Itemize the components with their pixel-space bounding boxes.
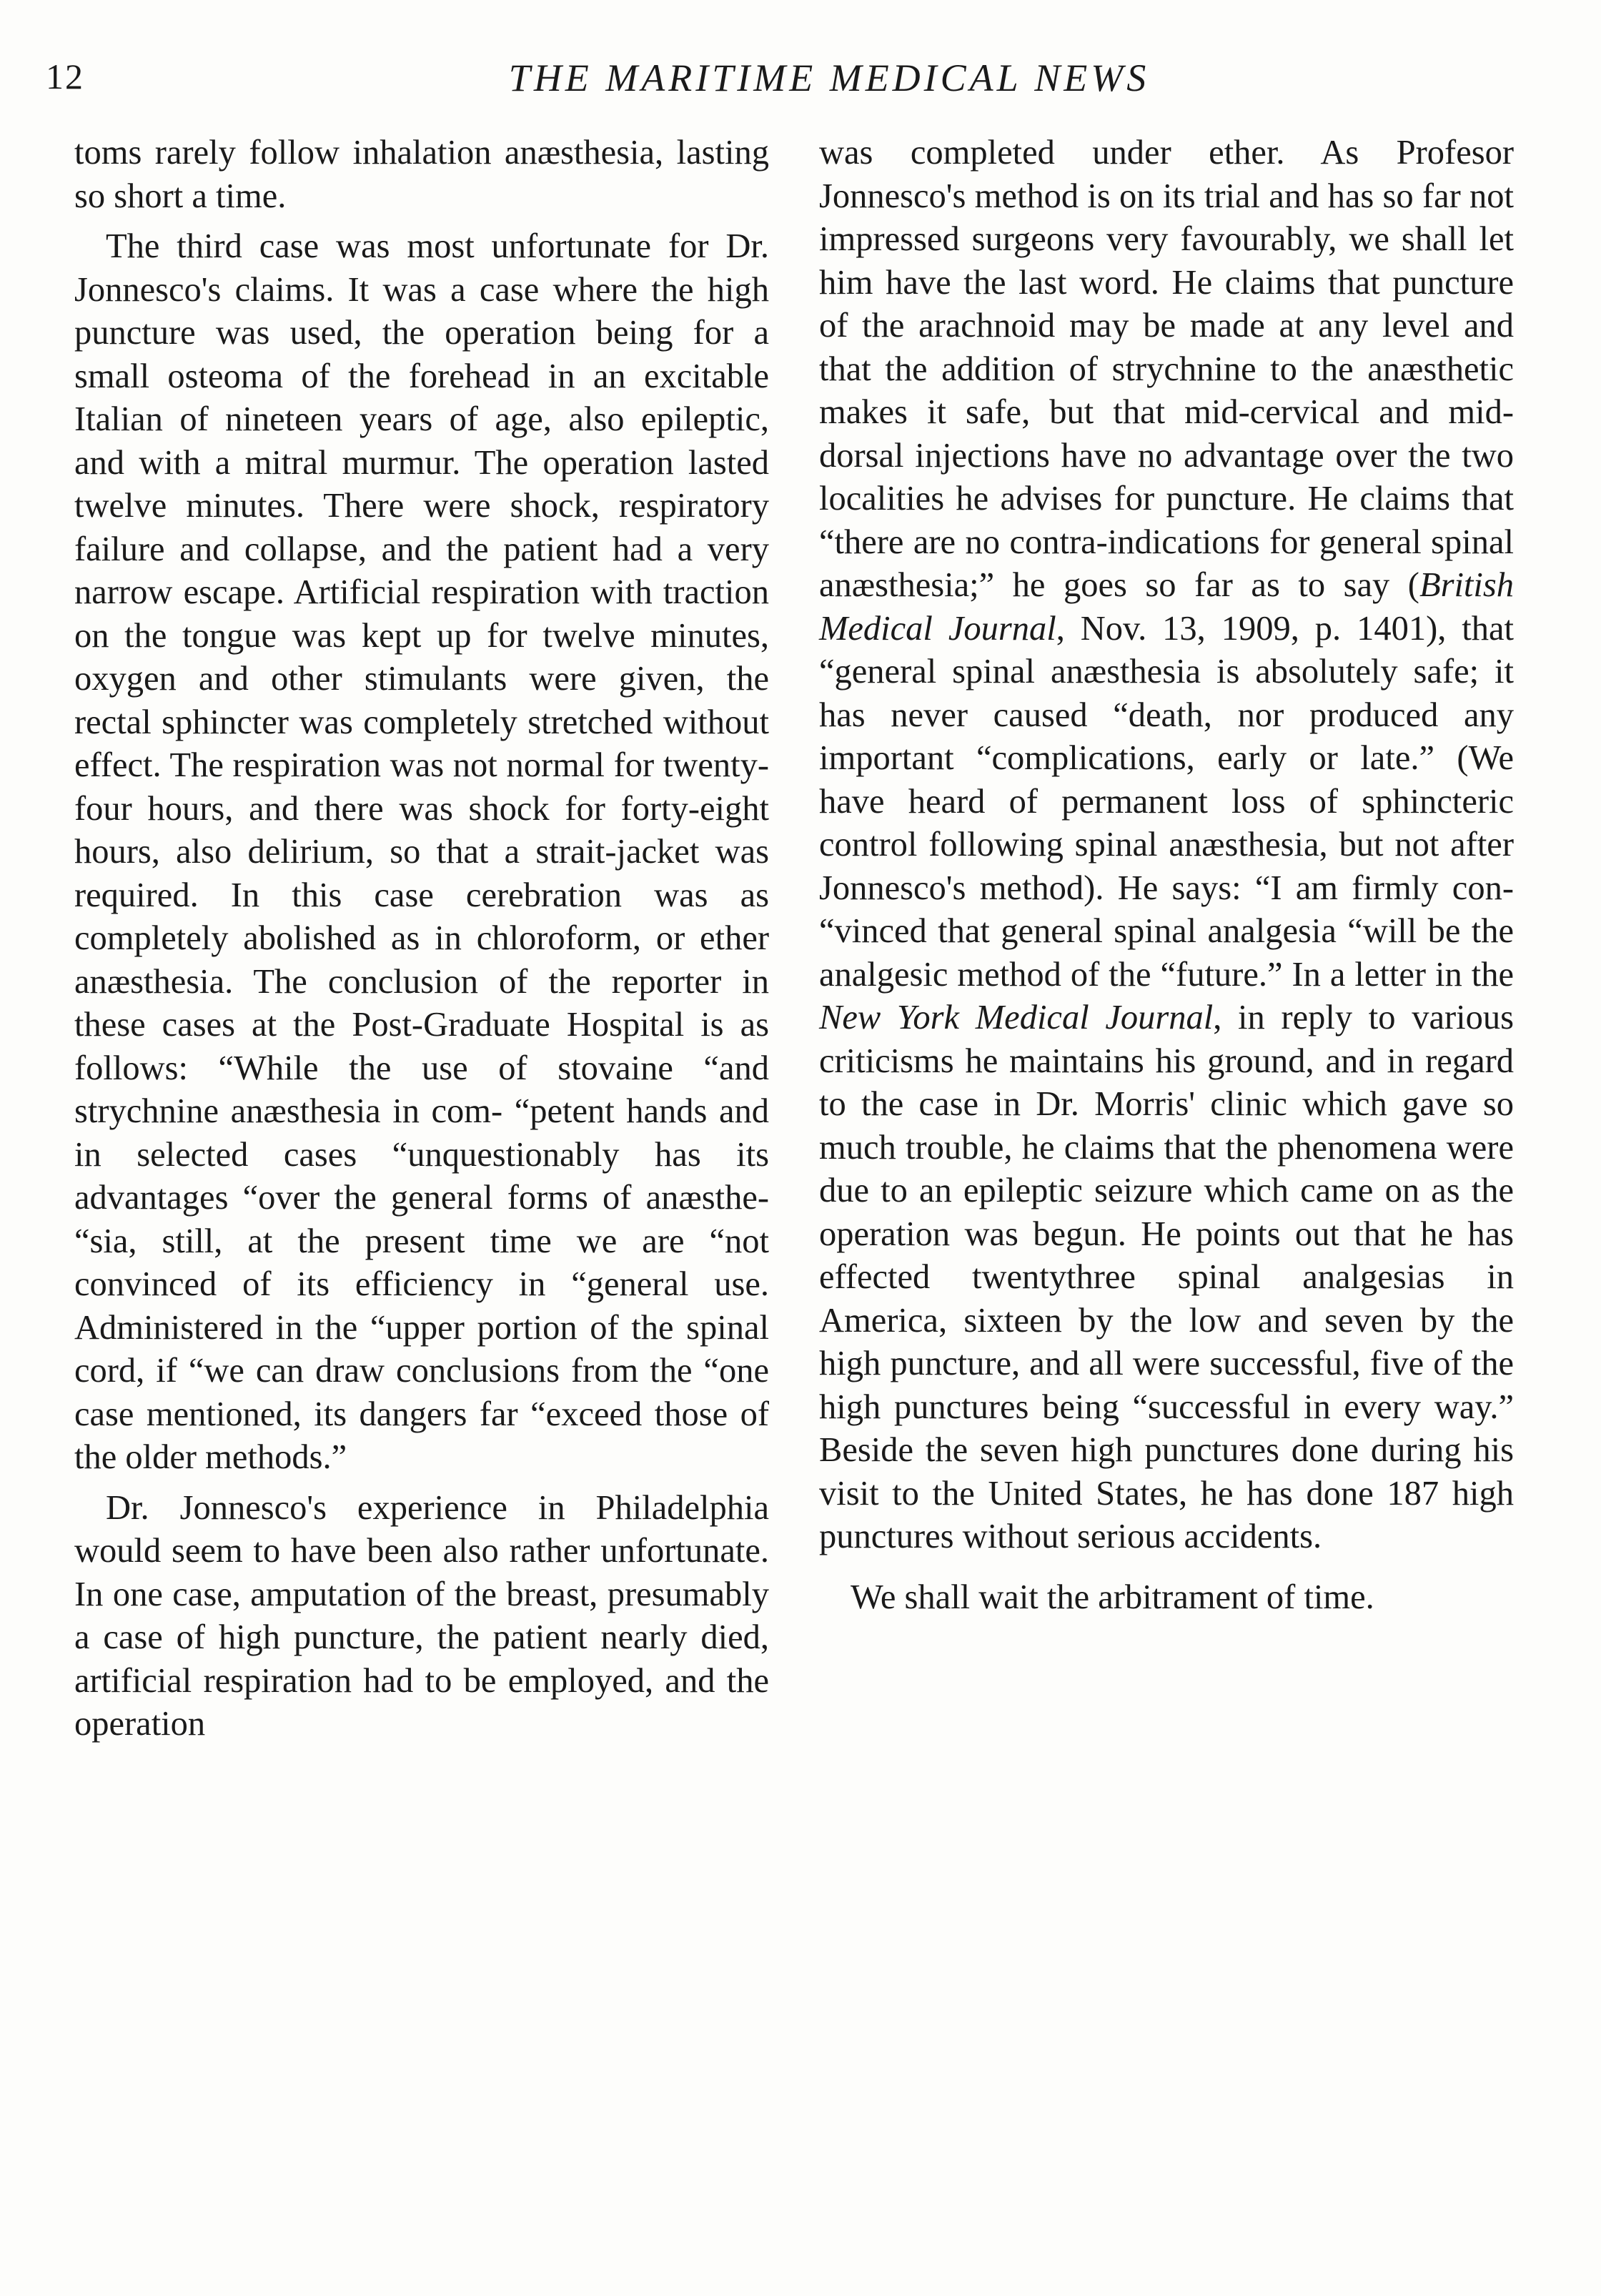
page-number: 12 bbox=[46, 56, 84, 97]
left-paragraph-3: Dr. Jonnesco's experience in Philadelphia would seem to have been also rather unfortunate. In one case, amputation of the breast, presumably a case of high puncture, the patient nearly died, artificial respiration had to be employed, and the operation bbox=[74, 1488, 769, 1743]
right-paragraph-2: We shall wait the arbitrament of time. bbox=[851, 1578, 1374, 1616]
right-paragraph-1-part-c: , in reply to various criticisms he maintains his ground, and in regard to the case in Dr. Morris' clinic which gave so much trouble, he claims that the phenomena were due to an epileptic seizure which came on as the operation was begun. He points out that he has effected twentythree spinal analgesias in America, sixteen by the low and seven by the high puncture, and all were successful, five of the high punctures being “successful in every way.” Beside the seven high punctures done during his visit to the United States, he has done 187 high punctures without serious accidents. bbox=[819, 999, 1514, 1555]
left-paragraph-2: The third case was most unfortunate for Dr. Jonnesco's claims. It was a case where the high puncture was used, the operation being for a small osteoma of the forehead in an excitable Italian of nineteen years of age, also epileptic, and with a mitral murmur. The operation lasted twelve minutes. There were shock, respiratory failure and collapse, and the patient had a very narrow escape. Artificial respiration with traction on the tongue was kept up for twelve minutes, oxygen and other stimulants were given, the rectal sphincter was completely stretched without effect. The respiration was not normal for twenty-four hours, and there was shock for forty-eight hours, also delirium, so that a strait-jacket was required. In this case cerebration was as completely abolished as in chloroform, or ether anæsthesia. The conclusion of the reporter in these cases at the Post-Graduate Hospital is as follows: “While the use of stovaine “and strychnine anæsthesia in com- “petent hands and in selected cases “unquestionably has its advantages “over the general forms of anæsthe- “sia, still, at the present time we are “not convinced of its efficiency in “general use. Administered in the “upper portion of the spinal cord, if “we can draw conclusions from the “one case mentioned, its dangers far “exceed those of the older methods.” bbox=[74, 227, 769, 1476]
left-column bbox=[74, 132, 769, 1753]
journal-citation-nymj: New York Medical Journal bbox=[819, 999, 1214, 1036]
right-paragraph-1 bbox=[819, 132, 1514, 1559]
right-column bbox=[819, 132, 1514, 1626]
right-paragraph-1-part-a: was completed under ether. As Profesor Jonnesco's method is on its trial and has so far not impressed surgeons very favourably, we shall let him have the last word. He claims that puncture of the arachnoid may be made at any level and that the addition of strychnine to the anæsthetic makes it safe, but that mid-cervical and mid-dorsal injections have no advantage over the two localities he advises for puncture. He claims that “there are no contra-indications for general spinal anæsthesia;” he goes so far as to say ( bbox=[819, 134, 1514, 604]
journal-title: THE MARITIME MEDICAL NEWS bbox=[508, 56, 1150, 99]
left-paragraph-1: toms rarely follow inhalation anæsthesia, lasting so short a time. bbox=[74, 134, 769, 215]
right-paragraph-1-part-b: , Nov. 13, 1909, p. 1401), that “general spinal anæsthesia is absolutely safe; it has never caused “death, nor produced any important “complications, early or late.” (We have heard of permanent loss of sphincteric control following spinal anæsthesia, but not after Jonnesco's method). He says: “I am firmly con- “vinced that general spinal analgesia “will be the analgesic method of the “future.” In a letter in the bbox=[819, 609, 1514, 994]
journal-citation-bmj: British Medical Journal bbox=[819, 566, 1514, 648]
running-header bbox=[0, 56, 1601, 113]
